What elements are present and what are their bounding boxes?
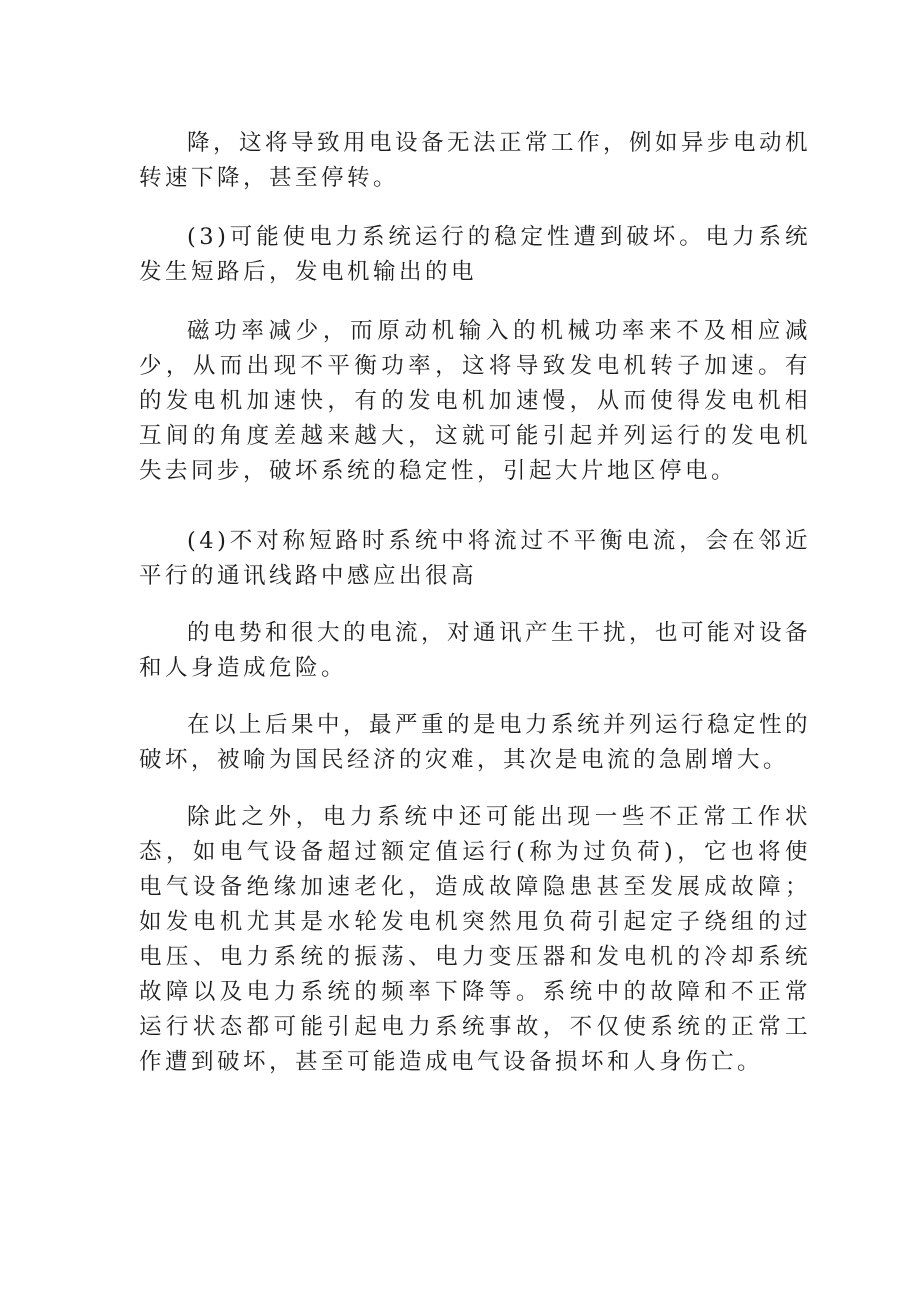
paragraph-item-4: (4)不对称短路时系统中将流过不平衡电流，会在邻近平行的通讯线路中感应出很高: [139, 528, 811, 589]
paragraph-continuation-2: 磁功率减少，而原动机输入的机械功率来不及相应减少，从而出现不平衡功率，这将导致发电机转子加速。有的发电机加速快，有的发电机加速慢，从而使得发电机相互间的角度差越来越大，这就可能引起并列运行的发电机失去同步，破坏系统的稳定性，引起大片地区停电。: [139, 318, 811, 484]
paragraph-summary: 在以上后果中，最严重的是电力系统并列运行稳定性的破坏，被喻为国民经济的灾难，其次是电流的急剧增大。: [139, 712, 812, 773]
paragraph-abnormal-states: 除此之外，电力系统中还可能出现一些不正常工作状态，如电气设备超过额定值运行(称为过负荷)，它也将使电气设备绝缘加速老化，造成故障隐患甚至发展成故障；如发电机尤其是水轮发电机突然甩负荷引起定子绕组的过电压、电力系统的振荡、电力变压器和发电机的冷却系统故障以及电力系统的频率下降等。系统中的故障和不正常运行状态都可能引起电力系统事故，不仅使系统的正常工作遭到破坏，甚至可能造成电气设备损坏和人身伤亡。: [139, 804, 811, 1075]
paragraph-item-3: (3)可能使电力系统运行的稳定性遭到破坏。电力系统发生短路后，发电机输出的电: [139, 224, 811, 285]
paragraph-continuation-3: 的电势和很大的电流，对通讯产生干扰，也可能对设备和人身造成危险。: [139, 620, 812, 681]
paragraph-continuation-1: 降，这将导致用电设备无法正常工作，例如异步电动机转速下降，甚至停转。: [139, 130, 812, 191]
